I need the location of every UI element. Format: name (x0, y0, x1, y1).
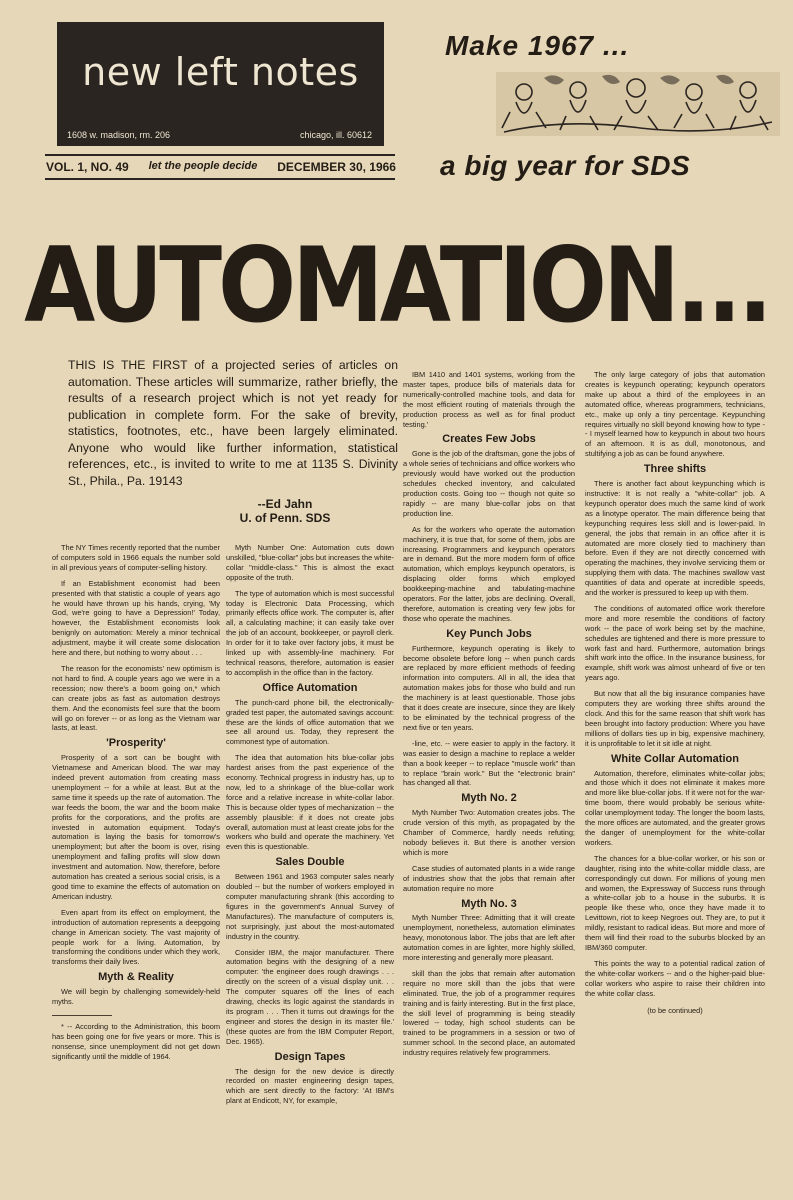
col1-subhead: 'Prosperity' (106, 737, 166, 750)
col2-subhead: Office Automation (262, 681, 358, 694)
col3-subhead: Key Punch Jobs (446, 627, 532, 640)
intro-text: THIS IS THE FIRST of a projected series of articles on automation. These articles will summarize, rather briefly, the results of a research project which is not yet ready for publication in complete form. For the sake of brevity, statistics, footnotes, etc., have been largely eliminated. Anyone who would like further information, statistical references, etc., is invited to write to me at 1135 S. Divinity St., Phila., Pa. 19143 (68, 358, 398, 488)
col3-paragraph: Gone is the job of the draftsman, gone the jobs of a whole series of technicians and office workers who previously would have worked out the production schedules checked inventory, and calculated production costs. Going too -- though not quite so rapidly -- are many blue-collar jobs on that production line. (403, 449, 575, 518)
col4-paragraph: There is another fact about keypunching which is instructive: It is not really a "white-collar" job. A keypunch operator does much the same kind of work as a linotype operator. The main difference being that keypunching requires less skill and is lower-paid. In general, the jobs that remain in an office after it is automated are more closely tied to machinery than before. Even if they are not directly concerned with operating the machines, they involve servicing them or supplying them with data. The machines swallow vast quantities of data and operate at incredible speeds, and the worker is pressured to keep up with them. (585, 479, 765, 598)
col1-paragraph: If an Establishment economist had been presented with that statistic a couple of years ago he would have thrown up his hands, crying, 'My God, we're going to have a Depression!' Today, however, the Establishment economists look benignly on automation: Merely a minor technical adjustment, maybe it will create some dislocation here and there, but nothing to worry about . . . (52, 578, 220, 658)
col3-paragraph: Myth Number Two: Automation creates jobs. The crude version of this myth, as propagated by the Chamber of Commerce, hardly needs refuting; nobody believes it. But there is another version which is more (403, 808, 575, 857)
col1-footnote: * -- According to the Administration, this boom has been going one for five years or more. This is nonsense, since unemployment did not get down significantly until the middle of 1964. (52, 1021, 220, 1061)
col2-paragraph: The type of automation which is most successful today is Electronic Data Processing, which primarily effects office work. The computer is, after all, a calculating machine; it can easily take over the job of an account, bookkeeper, or payroll clerk. In order for it to take over factory jobs, it must be linked up with assembly-line machinery. For technical reasons, therefore, automation is easier to accomplish in the office than in the factory. (226, 588, 394, 677)
col1-paragraph: Even apart from its effect on employment, the introduction of automation represents a deepgoing change in American society. The vast majority of people work for a living. Automation, by transforming the conditions under which they work, transforms their daily lives. (52, 907, 220, 967)
masthead (57, 22, 384, 146)
col2-paragraph: The punch-card phone bill, the electronically-graded test paper, the automated savings account: these are the kinds of office automation that we see all around us. Today, they represent the commonest type of automation. (226, 697, 394, 747)
column-2 (226, 543, 394, 1112)
issue-motto: let the people decide (148, 160, 258, 172)
intro-affiliation: U. of Penn. SDS (239, 511, 331, 525)
col4-paragraph: The chances for a blue-collar worker, or his son or daughter, rising into the white-collar middle class, are correspondingly cut down. For millions of young men and women, the Expressway of Success runs through a white-collar job to a house in the suburbs. It is people like these who, once they have made it to Levittown, riot to keep Negroes out. They are, to put it mildly, resistant to radical ideas. But more and more of them will find their road to the suburbs blocked by an IBM/360 computer. (585, 853, 765, 952)
intro-author: --Ed Jahn (257, 497, 313, 511)
cherubs-engraving-image (496, 72, 780, 136)
col2-paragraph: The idea that automation hits blue-collar jobs hardest arises from the past experience of the economy. Technical progress in industry has, up to now, led to a shrinkage of the blue-collar work force and a relative increase in white-collar labor. This is because older types of mechanization -- the assembly plausible: if it does not create jobs overall, automation must at least create jobs for the workers who build and operate the machinery. Yet even this is questionable. (226, 753, 394, 852)
col2-paragraph: Myth Number One: Automation cuts down unskilled, "blue-collar" jobs but increases the white-collar "middle-class." This is almost the exact opposite of the truth. (226, 543, 394, 582)
col2-subhead: Design Tapes (274, 1050, 346, 1063)
continued-note: (to be continued) (647, 1006, 703, 1016)
col2-paragraph: The design for the new device is directly recorded on master engineering design tapes, which are sent directly to the factory: 'At IBM's plant at Endicott, NY, for example, (226, 1066, 394, 1106)
col3-subhead: Creates Few Jobs (442, 433, 536, 446)
col3-subhead: Myth No. 2 (461, 792, 517, 805)
masthead-title: new left notes (82, 50, 359, 94)
col1-paragraph: The NY Times recently reported that the number of computers sold in 1966 equals the number sold in all previous years of computer-selling history. (52, 543, 220, 572)
col3-subhead: Myth No. 3 (461, 897, 517, 910)
promo-line-1: Make 1967 ... (445, 30, 630, 61)
column-3 (403, 370, 575, 1064)
col2-subhead: Sales Double (275, 856, 345, 869)
column-1 (52, 543, 220, 1068)
col1-subhead: Myth & Reality (98, 971, 174, 984)
column-4 (585, 370, 765, 1016)
issue-date: DECEMBER 30, 1966 (277, 160, 396, 174)
col4-subhead: White Collar Automation (611, 752, 739, 765)
footnote-rule (52, 1015, 112, 1016)
col1-paragraph: Prosperity of a sort can be bought with Vietnamese and American blood. The war may indeed prevent automation from creating mass unemployment -- for a while at least. But at the same time it speeds up the rate of automation. The war feeds the boom, the war and the boom make profits for the corporations, and the profits are invested in automation equipment. Today's automation is laying the basis for tomorrow's unemployment; but after the boom is over, rising unemployment and falling profits will slow down investment and automation. Now, therefore, before automation has created a serious social crisis, is a good time to examine the effects of automation on American industry. (52, 753, 220, 901)
col4-paragraph: This points the way to a potential radical zation of the white-collar workers -- and o the higher-paid blue-collar workers who aspire to raise their children into the white collar class. (585, 958, 765, 998)
col3-paragraph: Case studies of automated plants in a wide range of industries show that the jobs that remain after automation require no more (403, 863, 575, 893)
issue-line (46, 160, 396, 174)
masthead-city: chicago, ill. 60612 (299, 130, 372, 140)
masthead-address: 1608 w. madison, rm. 206 (67, 130, 171, 140)
col3-paragraph: Myth Number Three: Admitting that it will create unemployment, nonetheless, automation eliminates heavy, monotonous labor. The jobs that are left after automation comes in are lighter, more highly skilled, more interesting and generally more pleasant. (403, 913, 575, 963)
issue-volume: VOL. 1, NO. 49 (46, 160, 129, 174)
issue-rule-bottom (45, 178, 395, 180)
col2-paragraph: Between 1961 and 1963 computer sales nearly doubled -- but the number of workers employed in computer manufacturing shrank (this according to figures in the government's Annual Survey of Manufactures). The manufacture of computers is, not surprisingly, just about the most-automated industry in the country. (226, 872, 394, 941)
col3-paragraph: Furthermore, keypunch operating is likely to become obsolete before long -- when punch cards are replaced by more efficient methods of feeding information into computers. All in all, the idea that automation makes jobs for those who build and run the machinery is at least questionable. Those jobs that it does create are insecure, since they are likely to be eliminated by the technical progress of the next five or ten years. (403, 643, 575, 732)
col1-paragraph: We will begin by challenging somewidely-held myths. (52, 987, 220, 1007)
col3-paragraph: As for the workers who operate the automation machinery, it is true that, for some of them, jobs are increasing. Programmers and keypunch operators are in demand. But the more modern form of office automation, which employs keypunch operators, is displacing older forms which employed bookkeeping-machine and tabulating-machine operators. For the latter, jobs are declining. Overall, therefore, automation is creating very few jobs for those who operate the machines. (403, 524, 575, 623)
col4-paragraph: Automation, therefore, eliminates white-collar jobs; and those which it does not eliminate it makes more and more like blue-collar jobs. If it were not for the war-time boom, there would probably be serious white-collar unemployment today. The longer the boom lasts, the more offices are automated, and the greater grows the danger of unemployment for the white-collar workers. (585, 768, 765, 847)
col1-paragraph: The reason for the economists' new optimism is not hard to find. A couple years ago we were in a recession; now there's a boom going on,* which can create jobs as fast as automation destroys them. And the economists feel sure that the boom will go on forever -- or as long as the Vietnam war lasts, at least. (52, 663, 220, 733)
col3-paragraph: skill than the jobs that remain after automation require no more skill than the jobs that were eliminated. True, the job of a programmer requires training and is fairly interesting. But in the first place, the skill level of programming is being steadily lowered -- today, high school students can be trained to be programmers in a session or two of summer school. In the second place, an automated industry requires relatively few programmers. (403, 968, 575, 1058)
col4-paragraph: The conditions of automated office work therefore more and more resemble the conditions of factory work -- the pace of work being set by the machine, schedules are tightened and there is more pressure to work fast and hard. Furthermore, automation brings shift work into the office. In the insurance business, for example, shift work was almost unheard of five or ten years ago. (585, 603, 765, 683)
col3-paragraph: -line, etc. -- were easier to apply in the factory. It was easier to design a machine to replace a welder than a book keeper -- to replace "muscle work" than to replace "brain work." But the "electronic brain" has changed all that. (403, 738, 575, 788)
col2-paragraph: Consider IBM, the major manufacturer. There automation begins with the designing of a new computer: 'the engineer does rough drawings . . . directly on the screen of a visual display unit. . . The computer squares off the lines of each drawing, checks its logic against the standards in its program . . . Then it turns out drawings for the engineer and stores the design in its master file.' (these quotes are from the IBM Computer Report, Dec. 1965). (226, 947, 394, 1046)
promo-line-2: a big year for SDS (440, 150, 691, 181)
issue-rule-top (45, 154, 395, 156)
col4-subhead: Three shifts (643, 463, 707, 476)
col4-paragraph: But now that all the big insurance companies have computers they are working three shifts around the clock. And this for the same reason that shift work has been brought into factory production: Where you have millions of dollars ties up in big, expensive machinery, it is unprofitable to let it sit idle at night. (585, 689, 765, 748)
col3-paragraph: IBM 1410 and 1401 systems, working from the master tapes, produce bills of materials data for numerically-controlled machine tools, and data for the most efficient routing of materials through the production process as well as for final product testing.' (403, 370, 575, 429)
headline: AUTOMATION... (24, 225, 769, 346)
col4-paragraph: The only large category of jobs that automation creates is keypunch operating; keypunch operators make up about a third of the employees in an automated office, whereas programmers, technicians, etc., make up only a tiny percentage. Keypunching requires virtually no skill beyond knowing how to type -- I myself learned how to keypunch in about two hours of an afternoon. It is as dull, monotonous, and stultifying a job as can be found anywhere. (585, 370, 765, 459)
